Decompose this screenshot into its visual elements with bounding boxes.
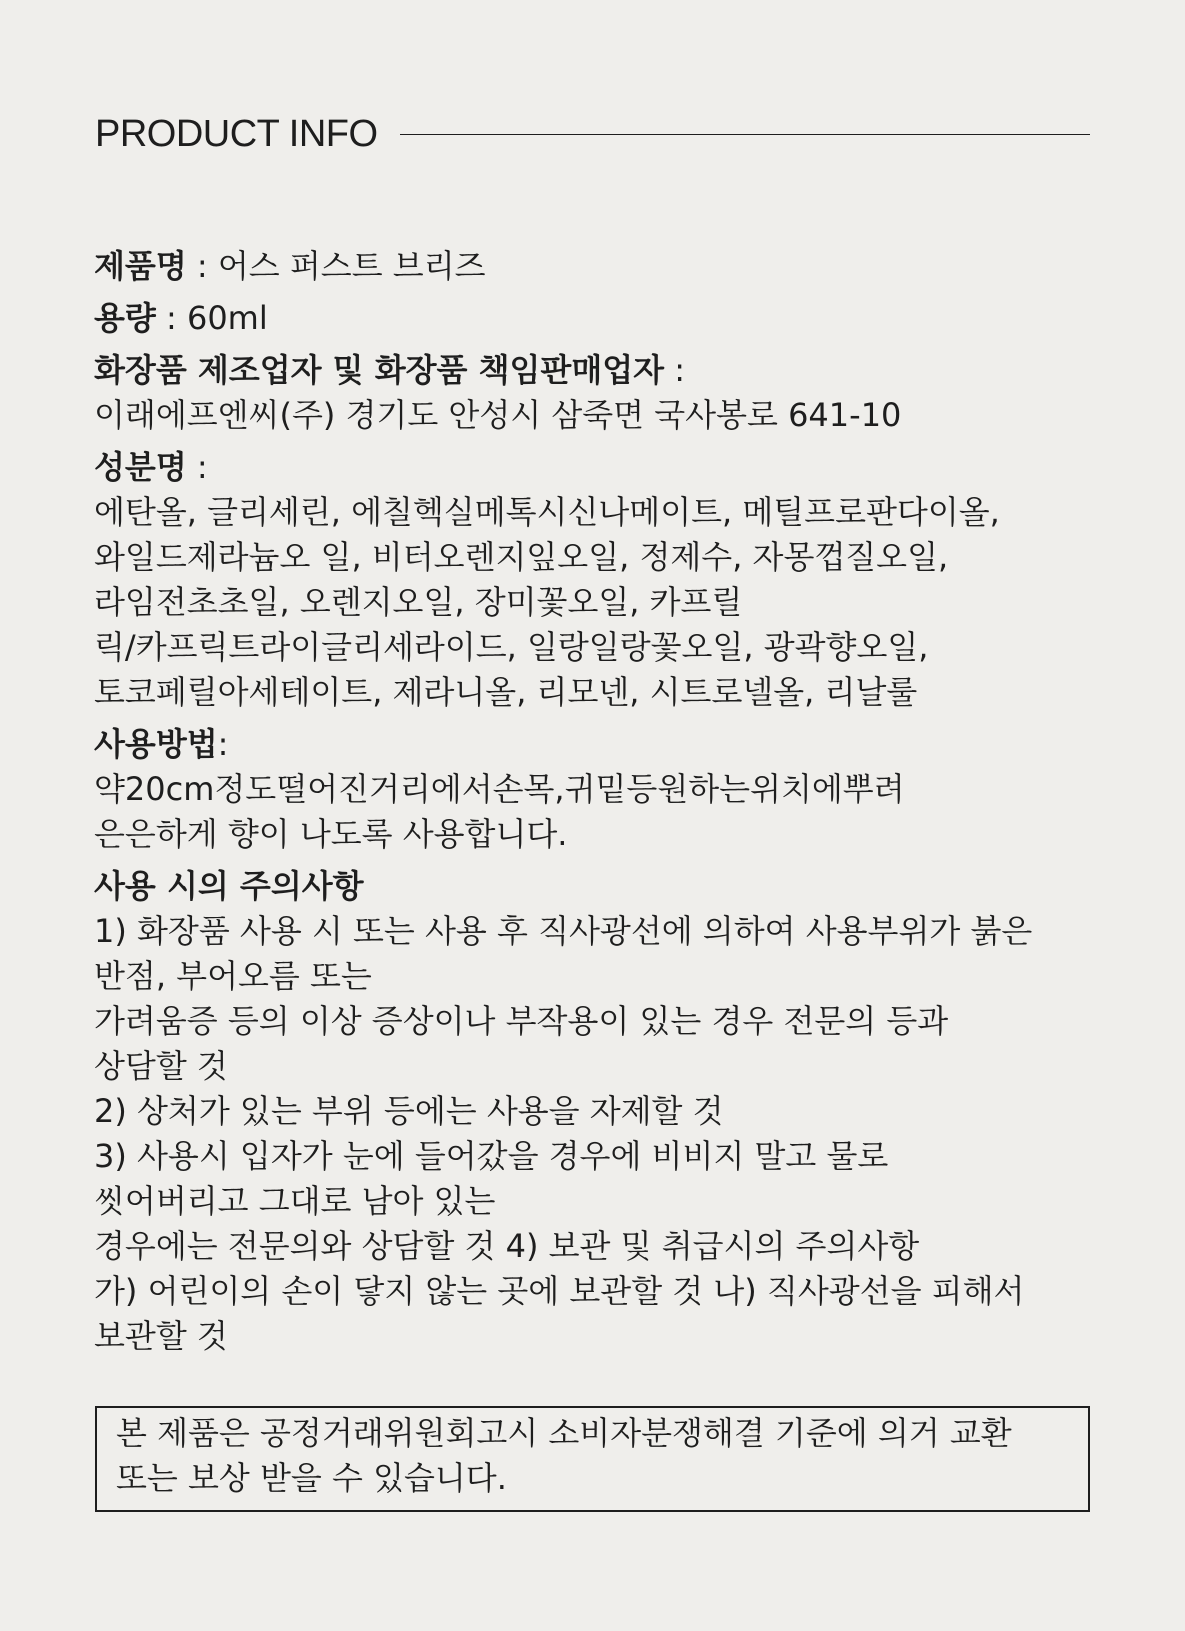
volume-row xyxy=(94,296,1090,341)
precautions-line: 2) 상처가 있는 부위 등에는 사용을 자제할 것 xyxy=(94,1092,724,1130)
ingredients-line: 와일드제라늄오 일, 비터오렌지잎오일, 정제수, 자몽껍질오일, xyxy=(94,538,949,576)
product-info-body xyxy=(94,244,1090,1359)
precautions-label: 사용 시의 주의사항 xyxy=(94,867,364,905)
header-divider xyxy=(400,134,1090,135)
precautions-line: 보관할 것 xyxy=(94,1317,228,1355)
precautions-line: 경우에는 전문의와 상담할 것 4) 보관 및 취급시의 주의사항 xyxy=(94,1227,920,1265)
notice-line: 또는 보상 받을 수 있습니다. xyxy=(116,1459,507,1497)
product-name-value: 어스 퍼스트 브리즈 xyxy=(217,247,486,285)
product-name-row xyxy=(94,244,1090,289)
product-name-label: 제품명 xyxy=(94,247,187,285)
ingredients-line: 토코페릴아세테이트, 제라니올, 리모넨, 시트로넬올, 리날룰 xyxy=(94,673,918,711)
manufacturer-value: 이래에프엔씨(주) 경기도 안성시 삼죽면 국사봉로 641-10 xyxy=(94,396,902,434)
ingredients-row xyxy=(94,445,1090,490)
usage-label: 사용방법 xyxy=(94,725,218,763)
precautions-line: 가) 어린이의 손이 닿지 않는 곳에 보관할 것 나) 직사광선을 피해서 xyxy=(94,1272,1025,1310)
volume-separator: : xyxy=(155,299,187,337)
precautions-line: 1) 화장품 사용 시 또는 사용 후 직사광선에 의하여 사용부위가 붉은 xyxy=(94,912,1033,950)
notice-line: 본 제품은 공정거래위원회고시 소비자분쟁해결 기준에 의거 교환 xyxy=(116,1414,1012,1452)
manufacturer-row xyxy=(94,348,1090,393)
manufacturer-separator: : xyxy=(664,351,686,389)
ingredients-line: 릭/카프릭트라이글리세라이드, 일랑일랑꽃오일, 광곽향오일, xyxy=(94,628,929,666)
precautions-line: 상담할 것 xyxy=(94,1047,228,1085)
ingredients-separator: : xyxy=(186,448,208,486)
notice-box xyxy=(95,1406,1090,1512)
product-name-separator: : xyxy=(186,247,218,285)
ingredients-line: 라임전초초일, 오렌지오일, 장미꽃오일, 카프릴 xyxy=(94,583,743,621)
usage-line: 은은하게 향이 나도록 사용합니다. xyxy=(94,815,568,853)
volume-label: 용량 xyxy=(94,299,156,337)
ingredients-line: 에탄올, 글리세린, 에칠헥실메톡시신나메이트, 메틸프로판다이올, xyxy=(94,493,1000,531)
usage-row xyxy=(94,722,1090,767)
precautions-line: 3) 사용시 입자가 눈에 들어갔을 경우에 비비지 말고 물로 xyxy=(94,1137,889,1175)
ingredients-label: 성분명 xyxy=(94,448,187,486)
volume-value: 60ml xyxy=(186,299,268,337)
precautions-row xyxy=(94,864,1090,909)
usage-separator: : xyxy=(217,725,229,763)
usage-line: 약20cm정도떨어진거리에서손목,귀밑등원하는위치에뿌려 xyxy=(94,770,905,808)
precautions-line: 씻어버리고 그대로 남아 있는 xyxy=(94,1182,496,1220)
manufacturer-label: 화장품 제조업자 및 화장품 책임판매업자 xyxy=(94,351,665,389)
section-header xyxy=(95,109,1090,159)
section-title: PRODUCT INFO xyxy=(95,112,378,155)
precautions-line: 가려움증 등의 이상 증상이나 부작용이 있는 경우 전문의 등과 xyxy=(94,1002,949,1040)
precautions-line: 반점, 부어오름 또는 xyxy=(94,957,372,995)
